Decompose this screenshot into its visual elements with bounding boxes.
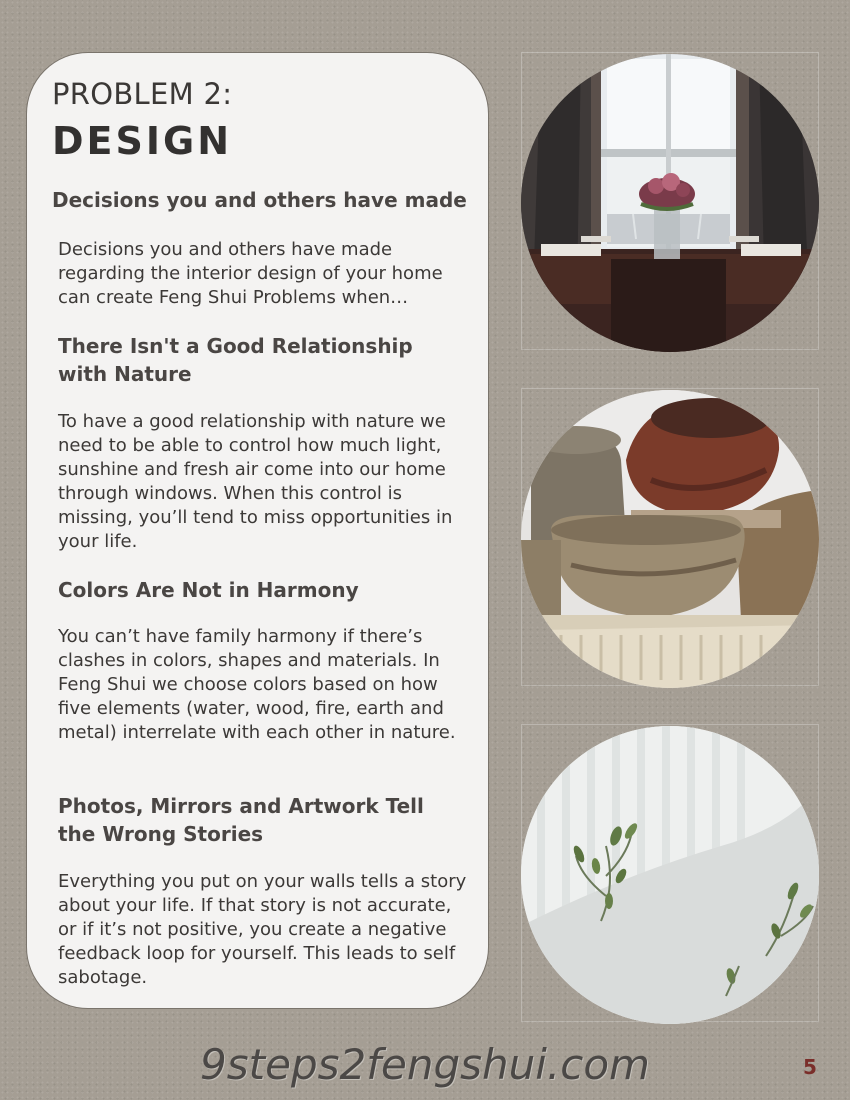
intro-paragraph: Decisions you and others have made regarding the interior design of your home can create Feng Shui Problems when… xyxy=(58,239,443,308)
photos-paragraph: Everything you put on your walls tells a story about your life. If that story is not accurate, or if it’s not positive, you create a negative feedback loop for yourself. This leads to self sabotage. xyxy=(58,871,467,988)
website-url: 9steps2fengshui.com xyxy=(200,1040,650,1089)
nature-paragraph: To have a good relationship with nature we need to be able to control how much light, sunshine and fresh air come into our home through windows. When this control is missing, you’ll tend to miss opportunities in your life. xyxy=(58,411,453,552)
content-panel xyxy=(26,52,489,1009)
mirror-plant-photo xyxy=(521,726,819,1024)
nature-heading: There Isn't a Good Relationship with Nature xyxy=(58,334,413,386)
colors-paragraph: You can’t have family harmony if there’s clashes in colors, shapes and materials. In Feng Shui we choose colors based on how five elements (water, wood, fire, earth and metal) interrelate with each other in nature. xyxy=(58,626,456,743)
ceramic-bowls-photo xyxy=(521,390,819,688)
page-number: 5 xyxy=(803,1055,817,1079)
problem-label: PROBLEM 2: xyxy=(52,77,233,111)
page-title: DESIGN xyxy=(52,119,233,163)
photos-heading: Photos, Mirrors and Artwork Tell the Wrong Stories xyxy=(58,794,424,846)
page-subtitle: Decisions you and others have made xyxy=(52,188,467,212)
dining-room-photo xyxy=(521,54,819,352)
colors-heading: Colors Are Not in Harmony xyxy=(58,578,359,602)
